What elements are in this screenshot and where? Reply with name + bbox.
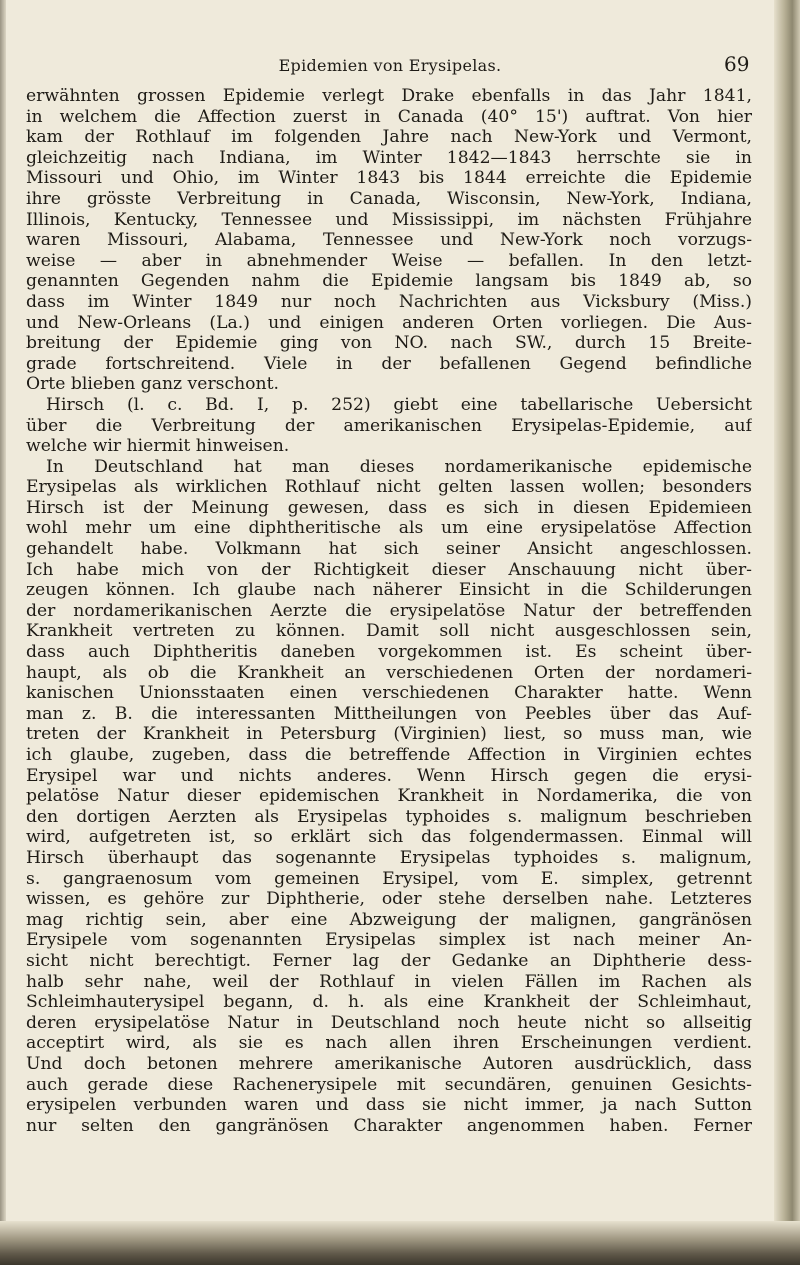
text-line: nur selten den gangränösen Charakter angenommen haben. Ferner [26,1115,752,1136]
text-line: Erysipel war und nichts anderes. Wenn Hirsch gegen die erysi- [26,765,752,786]
text-line: s. gangraenosum vom gemeinen Erysipel, vom E. simplex, getrennt [26,868,752,889]
text-line: waren Missouri, Alabama, Tennessee und New-York noch vorzugs- [26,230,752,251]
text-line: ich glaube, zugeben, dass die betreffende Affection in Virginien echtes [26,745,752,765]
text-line: welche wir hiermit hinweisen. [26,436,290,457]
text-line: breitung der Epidemie ging von NO. nach SW., durch 15 Breite- [26,333,752,354]
text-line: acceptirt wird, als sie es nach allen ihren Erscheinungen verdient. [26,1033,752,1054]
text-line: Hirsch überhaupt das sogenannte Erysipelas typhoides s. malignum, [26,847,752,868]
text-line: wissen, es gehöre zur Diphtherie, oder stehe derselben nahe. Letzteres [26,889,752,910]
text-line: halb sehr nahe, weil der Rothlauf in vielen Fällen im Rachen als [26,971,752,992]
text-line: Erysipele vom sogenannten Erysipelas simplex ist nach meiner An- [26,930,752,951]
text-line: Und doch betonen mehrere amerikanische Autoren ausdrücklich, dass [26,1053,752,1074]
text-line: grade fortschreitend. Viele in der befallenen Gegend befindliche [26,353,752,374]
text-line: ihre grösste Verbreitung in Canada, Wisconsin, New-York, Indiana, [26,188,752,209]
text-line: kam der Rothlauf im folgenden Jahre nach New-York und Vermont, [26,127,752,148]
text-line: mag richtig sein, aber eine Abzweigung der malignen, gangränösen [26,909,752,930]
text-line: sicht nicht berechtigt. Ferner lag der Gedanke an Diphtherie dess- [26,950,752,971]
page-bottom-edge [0,1221,800,1265]
text-line: dass auch Diphtheritis daneben vorgekommen ist. Es scheint über- [26,642,752,663]
text-line: in welchem die Affection zuerst in Canada (40° 15') auftrat. Von hier [26,106,752,127]
running-title: Epidemien von Erysipelas. [278,56,502,75]
text-line: gleichzeitig nach Indiana, im Winter 1842—1843 herrschte sie in [26,147,752,168]
text-line: zeugen können. Ich glaube nach näherer Einsicht in die Schilderungen [26,580,752,601]
text-line: Hirsch (l. c. Bd. I, p. 252) giebt eine tabellarische Uebersicht [46,394,752,415]
text-line: erysipelen verbunden waren und dass sie nicht immer, ja nach Sutton [26,1095,752,1116]
page-header [0,50,780,80]
text-line: dass im Winter 1849 nur noch Nachrichten aus Vicksbury (Miss.) [26,291,752,312]
page-edge-left [0,0,6,1265]
page-number: 69 [724,52,750,76]
text-line: man z. B. die interessanten Mittheilungen von Peebles über das Auf- [26,703,752,724]
text-line: deren erysipelatöse Natur in Deutschland noch heute nicht so allseitig [26,1012,752,1033]
text-line: gehandelt habe. Volkmann hat sich seiner Ansicht angeschlossen. [26,539,752,560]
text-line: Orte blieben ganz verschont. [26,374,279,395]
text-line: wohl mehr um eine diphtheritische als um eine erysipelatöse Affection [26,518,752,539]
text-line: Krankheit vertreten zu können. Damit soll nicht ausgeschlossen sein, [26,621,752,642]
text-line: In Deutschland hat man dieses nordamerikanische epidemische [46,456,752,477]
text-line: pelatöse Natur dieser epidemischen Krankheit in Nordamerika, die von [26,786,752,807]
text-line: wird, aufgetreten ist, so erklärt sich das folgendermassen. Einmal will [26,827,752,848]
text-line: Hirsch ist der Meinung gewesen, dass es sich in diesen Epidemieen [26,497,752,518]
page-edge-right [774,0,800,1265]
text-line: Illinois, Kentucky, Tennessee und Mississippi, im nächsten Frühjahre [26,209,752,230]
text-line: kanischen Unionsstaaten einen verschiedenen Charakter hatte. Wenn [26,683,752,704]
text-line: Erysipelas als wirklichen Rothlauf nicht gelten lassen wollen; besonders [26,477,752,498]
text-line: Schleimhauterysipel begann, d. h. als eine Krankheit der Schleimhaut, [26,992,752,1013]
text-line: erwähnten grossen Epidemie verlegt Drake ebenfalls in das Jahr 1841, [26,86,752,106]
text-line: treten der Krankheit in Petersburg (Virginien) liest, so muss man, wie [26,724,752,745]
body-text [26,86,752,1136]
text-line: der nordamerikanischen Aerzte die erysipelatöse Natur der betreffenden [26,600,752,621]
text-line: genannten Gegenden nahm die Epidemie langsam bis 1849 ab, so [26,271,752,292]
text-line: über die Verbreitung der amerikanischen Erysipelas-Epidemie, auf [26,415,752,436]
text-line: den dortigen Aerzten als Erysipelas typhoides s. malignum beschrieben [26,806,752,827]
text-line: haupt, als ob die Krankheit an verschiedenen Orten der nordameri- [26,662,752,683]
text-line: Ich habe mich von der Richtigkeit dieser Anschauung nicht über- [26,559,752,580]
text-line: Missouri und Ohio, im Winter 1843 bis 1844 erreichte die Epidemie [26,168,752,189]
text-line: auch gerade diese Rachenerysipele mit secundären, genuinen Gesichts- [26,1074,752,1095]
text-line: und New-Orleans (La.) und einigen anderen Orten vorliegen. Die Aus- [26,312,752,333]
text-line: weise — aber in abnehmender Weise — befallen. In den letzt- [26,250,752,271]
